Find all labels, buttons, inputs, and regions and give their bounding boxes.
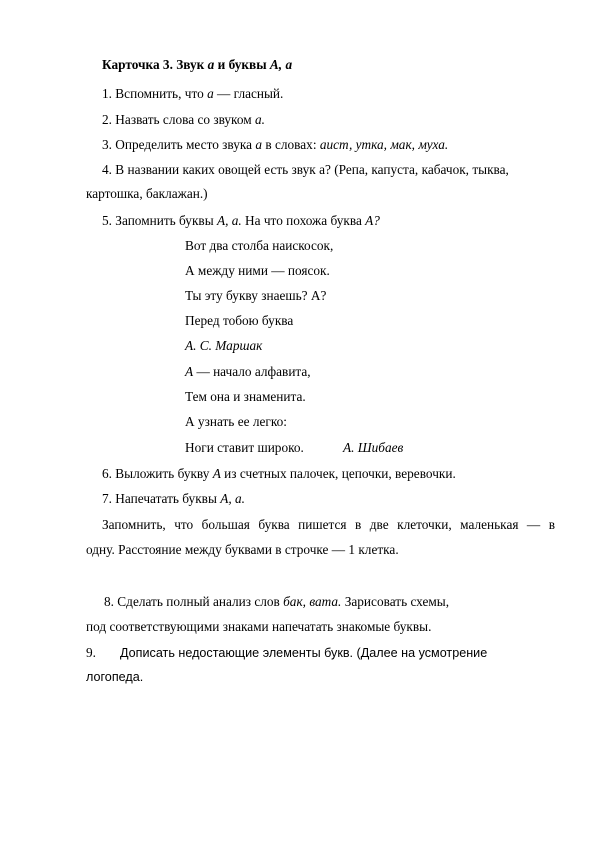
item-6: 6. Выложить букву А из счетных палочек, цепочки, веревочки.	[102, 466, 456, 481]
item-4-line-1: 4. В названии каких овощей есть звук а? (Репа, капуста, кабачок, тыква,	[102, 162, 509, 177]
card-title: Карточка 3. Звук а и буквы А, а	[102, 57, 293, 72]
poem-line-8: Ноги ставит широко.	[185, 440, 304, 455]
poem-line-5: А — начало алфавита,	[185, 364, 311, 379]
item-7: 7. Напечатать буквы А, а.	[102, 491, 245, 506]
paragraph-line-1: Запомнить, что большая буква пишется в две клеточки, маленькая — в	[102, 517, 555, 532]
poem-line-1: Вот два столба наискосок,	[185, 238, 334, 253]
poem-author-2: А. Шибаев	[343, 440, 404, 455]
item-9-number: 9.	[86, 645, 96, 660]
item-4-line-2: картошка, баклажан.)	[86, 186, 208, 201]
item-8-line-2: под соответствующими знаками напечатать знакомые буквы.	[86, 619, 432, 634]
item-1: 1. Вспомнить, что а — гласный.	[102, 86, 284, 101]
paragraph-line-2: одну. Расстояние между буквами в строчке — 1 клетка.	[86, 542, 399, 557]
item-9-line-1: Дописать недостающие элементы букв. (Далее на усмотрение	[120, 646, 488, 660]
poem-line-4: Перед тобою буква	[185, 313, 294, 328]
poem-line-6: Тем она и знаменита.	[185, 389, 306, 404]
poem-line-2: А между ними — поясок.	[185, 263, 330, 278]
poem-line-3: Ты эту букву знаешь? А?	[185, 288, 327, 303]
poem-author-1: А. С. Маршак	[185, 338, 263, 353]
item-8-line-1: 8. Сделать полный анализ слов бак, вата. Зарисовать схемы,	[104, 594, 450, 609]
item-5: 5. Запомнить буквы А, а. На что похожа буква А?	[102, 213, 380, 228]
item-2: 2. Назвать слова со звуком а.	[102, 112, 265, 127]
item-3: 3. Определить место звука а в словах: аист, утка, мак, муха.	[102, 137, 449, 152]
item-9-line-2: логопеда.	[86, 670, 144, 684]
poem-line-7: А узнать ее легко:	[185, 414, 287, 429]
